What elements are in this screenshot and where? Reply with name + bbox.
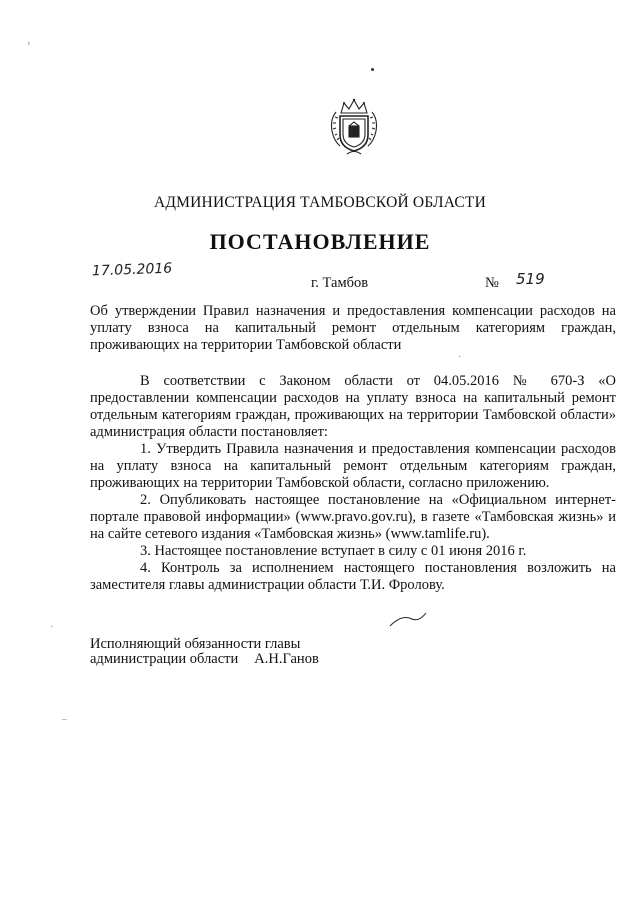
organization-name: АДМИНИСТРАЦИЯ ТАМБОВСКОЙ ОБЛАСТИ xyxy=(154,194,486,211)
signatory-name: А.Н.Ганов xyxy=(254,651,319,667)
scan-speck: › xyxy=(27,38,31,49)
clause-paragraph: 1. Утвердить Правила назначения и предоставления компенсации расходов на уплату взноса на капитальный ремонт отдельным категориям граждан, проживающих на территории Тамбовской области, согласно приложению. xyxy=(90,441,616,491)
signature-block xyxy=(90,637,319,667)
ink-mark xyxy=(388,610,428,630)
coat-of-arms-emblem xyxy=(327,97,381,157)
scan-speck: · xyxy=(50,622,54,633)
handwritten-document-number: 519 xyxy=(516,270,545,288)
scan-speck: – xyxy=(62,714,67,725)
handwritten-date: 17.05.2016 xyxy=(91,260,173,280)
document-type-title: ПОСТАНОВЛЕНИЕ xyxy=(209,229,431,254)
document-subject: Об утверждении Правил назначения и предоставления компенсации расходов на уплату взноса на капитальный ремонт отдельным категориям граждан, проживающих на территории Тамбовской области xyxy=(90,303,616,353)
signatory-title-line: администрации области xyxy=(90,651,239,667)
scan-speck xyxy=(371,68,374,71)
clause-paragraph: 3. Настоящее постановление вступает в силу с 01 июня 2016 г. xyxy=(140,543,527,559)
document-body xyxy=(90,373,616,594)
signatory-line xyxy=(90,652,319,667)
clause-paragraph: 4. Контроль за исполнением настоящего постановления возложить на заместителя главы администрации области Т.И. Фролову. xyxy=(90,560,616,593)
clause-paragraph: 2. Опубликовать настоящее постановление на «Официальном интернет-портале правовой информации» (www.pravo.gov.ru), в газете «Тамбовская жизнь» и на сайте сетевого издания «Тамбовская жизнь» (www.tamlife.ru). xyxy=(90,492,616,542)
city: г. Тамбов xyxy=(311,275,369,291)
number-label: № xyxy=(485,275,499,291)
signatory-title-line: Исполняющий обязанности главы xyxy=(90,636,301,652)
preamble-paragraph: В соответствии с Законом области от 04.05.2016 № 670-З «О предоставлении компенсации расходов на уплату взноса на капитальный ремонт отдельным категориям граждан, проживающих на территории Тамбовской области» администрация области постановляет: xyxy=(90,373,616,440)
scan-speck: · xyxy=(458,352,462,363)
